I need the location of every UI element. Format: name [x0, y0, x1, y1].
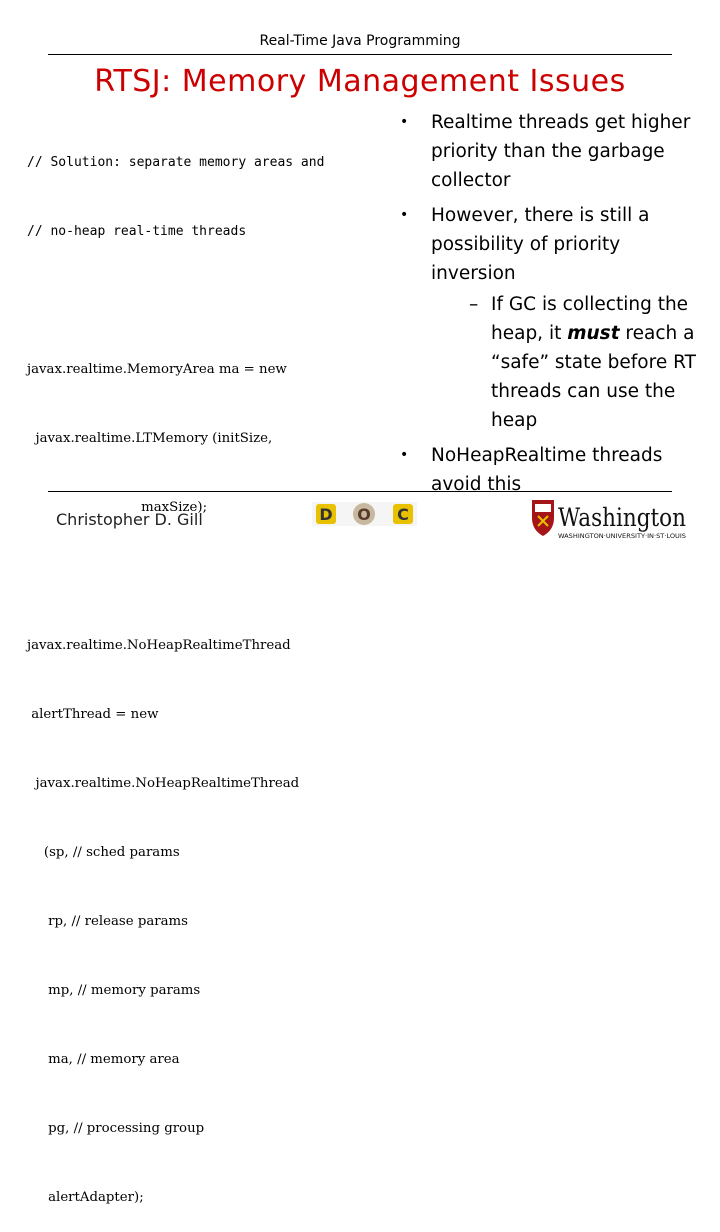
code-line: // Solution: separate memory areas and: [27, 155, 325, 170]
bullet-text: However, there is still a possibility of priority inversion: [431, 205, 650, 284]
bullet-text: Realtime threads get higher priority than the garbage collector: [431, 112, 691, 191]
code-line: javax.realtime.NoHeapRealtimeThread: [27, 776, 300, 791]
sub-bullet-item: [461, 290, 700, 435]
bullet-item: [400, 201, 700, 435]
code-line: mp, // memory params: [27, 983, 201, 998]
code-line: javax.realtime.NoHeapRealtimeThread: [27, 638, 291, 653]
svg-text:WASHINGTON·UNIVERSITY·IN·ST·LO: WASHINGTON·UNIVERSITY·IN·ST·LOUIS: [558, 533, 687, 540]
sub-bullet-text-post: reach a “safe” state before RT threads can use the heap: [491, 323, 696, 431]
sub-bullet-text-pre: If GC is collecting the heap, it: [491, 294, 689, 344]
code-line: pg, // processing group: [27, 1121, 205, 1136]
slide-header: Real-Time Java Programming: [259, 33, 461, 49]
svg-text:C: C: [397, 505, 409, 524]
author-name: Christopher D. Gill: [56, 510, 203, 529]
bullet-marker: •: [400, 207, 409, 223]
slide-title: RTSJ: Memory Management Issues: [94, 64, 626, 99]
header-divider: [48, 54, 672, 55]
code-line: alertAdapter);: [27, 1190, 144, 1205]
code-line: alertThread = new: [27, 707, 159, 722]
code-block: [27, 105, 397, 1232]
bullet-text: NoHeapRealtime threads avoid this: [431, 445, 663, 495]
bullet-item: [400, 108, 700, 195]
svg-text:Washington: Washington: [558, 503, 686, 532]
code-line: [27, 289, 397, 312]
code-line: rp, // release params: [27, 914, 188, 929]
bullet-marker: •: [400, 114, 409, 130]
code-line: // no-heap real-time threads: [27, 224, 247, 239]
svg-text:D: D: [319, 505, 333, 524]
footer-divider: [48, 491, 672, 492]
svg-text:O: O: [357, 505, 371, 524]
code-line: ma, // memory area: [27, 1052, 180, 1067]
doc-logo: [312, 496, 417, 532]
washington-university-logo: [530, 496, 690, 540]
code-line: javax.realtime.LTMemory (initSize,: [27, 431, 273, 446]
code-line: (sp, // sched params: [27, 845, 180, 860]
code-line: [27, 565, 397, 588]
code-line: javax.realtime.MemoryArea ma = new: [27, 362, 287, 377]
sub-bullet-emphasis: must: [567, 323, 620, 344]
bullet-list: [400, 108, 700, 505]
sub-bullet-marker: –: [469, 294, 479, 315]
bullet-marker: •: [400, 447, 409, 463]
code-line: maxSize);: [27, 500, 208, 515]
